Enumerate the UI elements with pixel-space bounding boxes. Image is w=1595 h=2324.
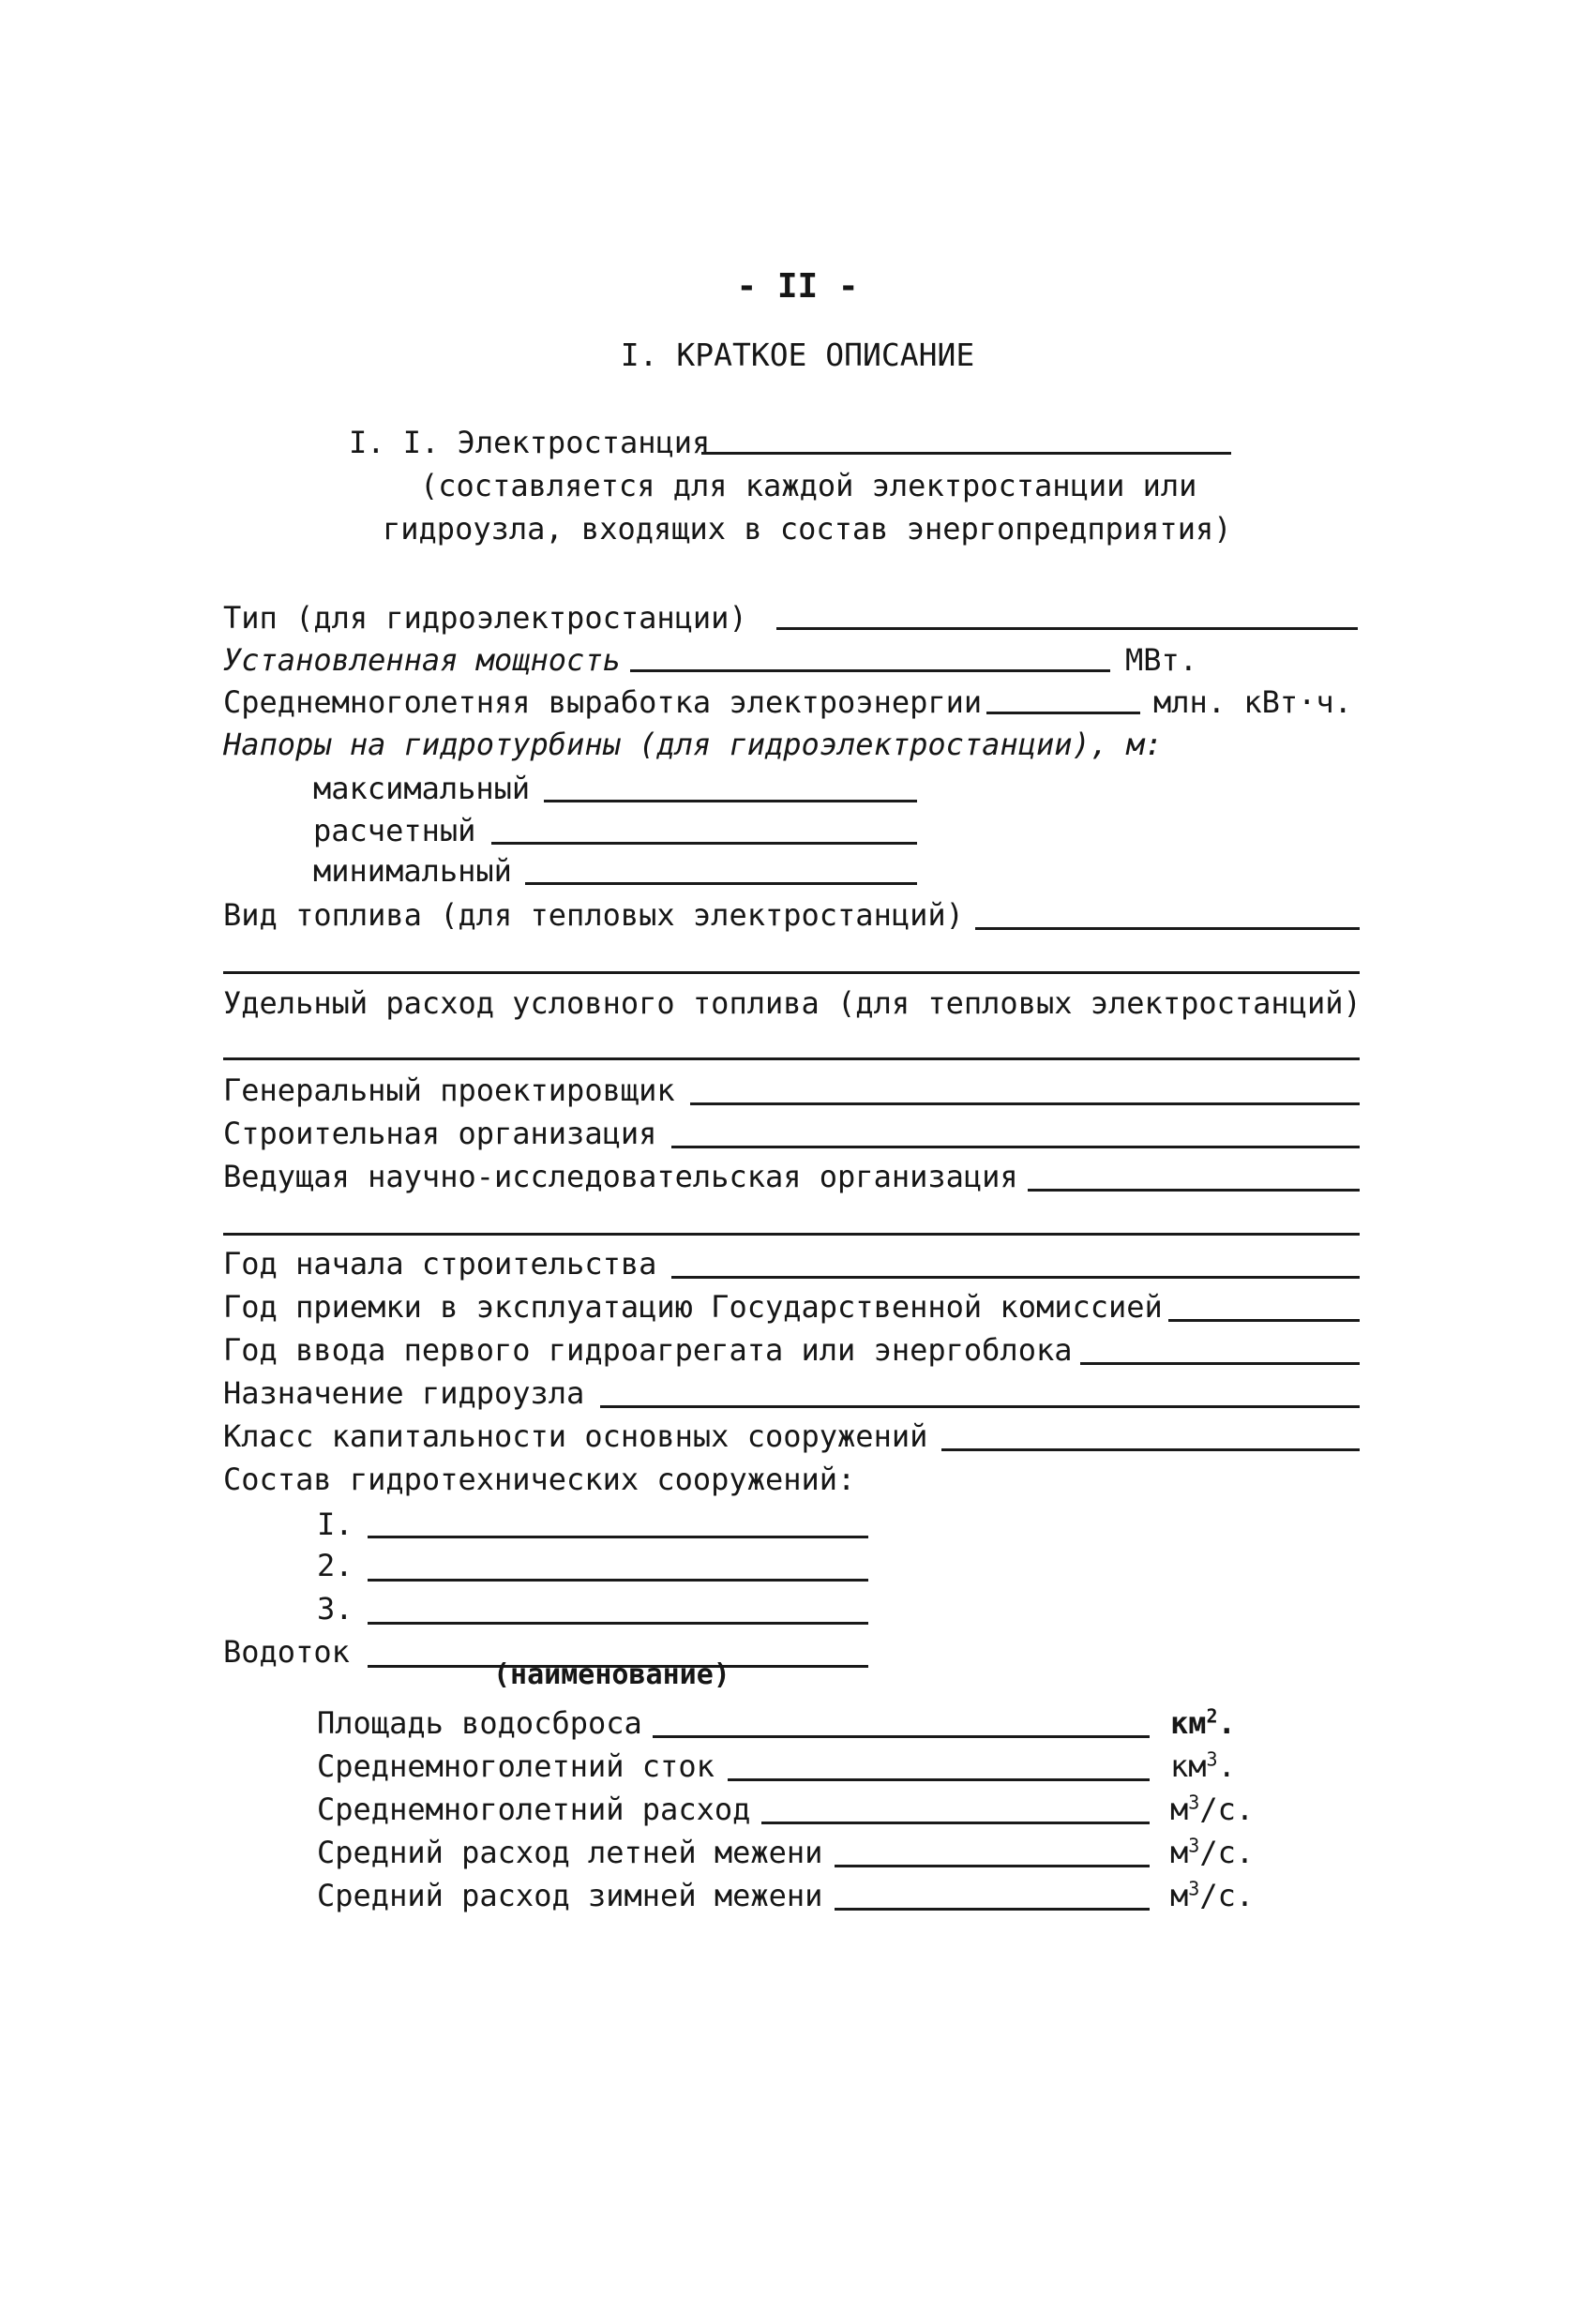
heads-label: Напоры на гидротурбины (для гидроэлектростанции), м: (223, 727, 1163, 762)
fuel-consumption-field[interactable] (223, 1057, 1360, 1060)
avg-output-label: Среднемноголетняя выработка электроэнергии (223, 684, 983, 720)
catchment-area-field[interactable] (653, 1735, 1150, 1738)
summer-discharge-label: Средний расход летней межени (317, 1835, 823, 1870)
avg-runoff-unit: $км^3$. (1170, 1747, 1236, 1784)
head-calc-label: расчетный (313, 813, 476, 848)
construction-start-field[interactable] (671, 1276, 1360, 1279)
head-min-label: минимальный (313, 853, 512, 889)
avg-runoff-label: Среднемноголетний сток (317, 1748, 715, 1784)
avg-discharge-label: Среднемноголетний расход (317, 1792, 751, 1827)
avg-discharge-field[interactable] (761, 1822, 1150, 1824)
winter-discharge-field[interactable] (835, 1908, 1150, 1911)
structure-item-1-label: I. (317, 1507, 354, 1542)
head-max-field[interactable] (544, 800, 917, 802)
head-max-label: максимальный (313, 771, 531, 806)
avg-output-unit: млн. кВт·ч. (1153, 684, 1352, 720)
installed-power-field[interactable] (630, 669, 1110, 672)
general-designer-label: Генеральный проектировщик (223, 1072, 675, 1108)
structures-label: Состав гидротехнических сооружений: (223, 1462, 856, 1497)
winter-discharge-unit: $м^3/с$. (1170, 1877, 1255, 1913)
head-calc-field[interactable] (491, 842, 917, 845)
catchment-area-unit: $км^2$. (1170, 1704, 1236, 1741)
summer-discharge-field[interactable] (835, 1865, 1150, 1867)
capital-class-label: Класс капитальности основных сооружений (223, 1418, 928, 1454)
structure-item-3-label: 3. (317, 1591, 354, 1627)
construction-start-label: Год начала строительства (223, 1246, 657, 1282)
page-number: - II - (736, 267, 859, 306)
winter-discharge-label: Средний расход зимней межени (317, 1878, 823, 1913)
construction-org-field[interactable] (671, 1146, 1360, 1148)
section-title: I. КРАТКОЕ ОПИСАНИЕ (620, 337, 975, 373)
construction-org-label: Строительная организация (223, 1116, 657, 1151)
power-plant-name-field[interactable] (701, 452, 1231, 455)
research-org-field[interactable] (1028, 1189, 1360, 1192)
acceptance-year-label: Год приемки в эксплуатацию Государственной комиссией (223, 1289, 1163, 1325)
fuel-type-field-line2[interactable] (223, 971, 1360, 974)
structure-item-2-label: 2. (317, 1548, 354, 1583)
structure-item-2-field[interactable] (368, 1579, 868, 1582)
subsection-note-line2: гидроузла, входящих в состав энергопредприятия) (383, 511, 1232, 547)
subsection-label: I. I. Электростанция (349, 425, 711, 460)
general-designer-field[interactable] (690, 1102, 1360, 1105)
type-label: Тип (для гидроэлектростанции) (223, 600, 747, 636)
research-org-field-line2[interactable] (223, 1233, 1360, 1236)
fuel-type-label: Вид топлива (для тепловых электростанций) (223, 897, 964, 933)
acceptance-year-field[interactable] (1168, 1319, 1360, 1322)
structure-item-3-field[interactable] (368, 1622, 868, 1625)
avg-discharge-unit: $м^3/с$. (1170, 1791, 1255, 1827)
installed-power-unit: МВт. (1125, 642, 1198, 678)
fuel-type-field[interactable] (975, 927, 1360, 930)
capital-class-field[interactable] (941, 1448, 1360, 1451)
summer-discharge-unit: $м^3/с$. (1170, 1834, 1255, 1870)
purpose-field[interactable] (600, 1405, 1360, 1408)
first-unit-year-label: Год ввода первого гидроагрегата или энергоблока (223, 1332, 1073, 1368)
first-unit-year-field[interactable] (1080, 1362, 1360, 1365)
avg-runoff-field[interactable] (728, 1778, 1150, 1781)
type-field[interactable] (776, 627, 1358, 630)
fuel-consumption-label: Удельный расход условного топлива (для тепловых электростанций) (223, 985, 1362, 1021)
watercourse-caption: (наименование) (493, 1658, 730, 1691)
purpose-label: Назначение гидроузла (223, 1375, 585, 1411)
subsection-note-line1: (составляется для каждой электростанции или (420, 468, 1197, 503)
research-org-label: Ведущая научно-исследовательская организация (223, 1159, 1018, 1194)
structure-item-1-field[interactable] (368, 1536, 868, 1538)
head-min-field[interactable] (525, 882, 917, 885)
catchment-area-label: Площадь водосброса (317, 1705, 642, 1741)
avg-output-field[interactable] (986, 712, 1140, 714)
watercourse-label: Водоток (223, 1634, 350, 1670)
installed-power-label: Установленная мощность (223, 642, 621, 678)
